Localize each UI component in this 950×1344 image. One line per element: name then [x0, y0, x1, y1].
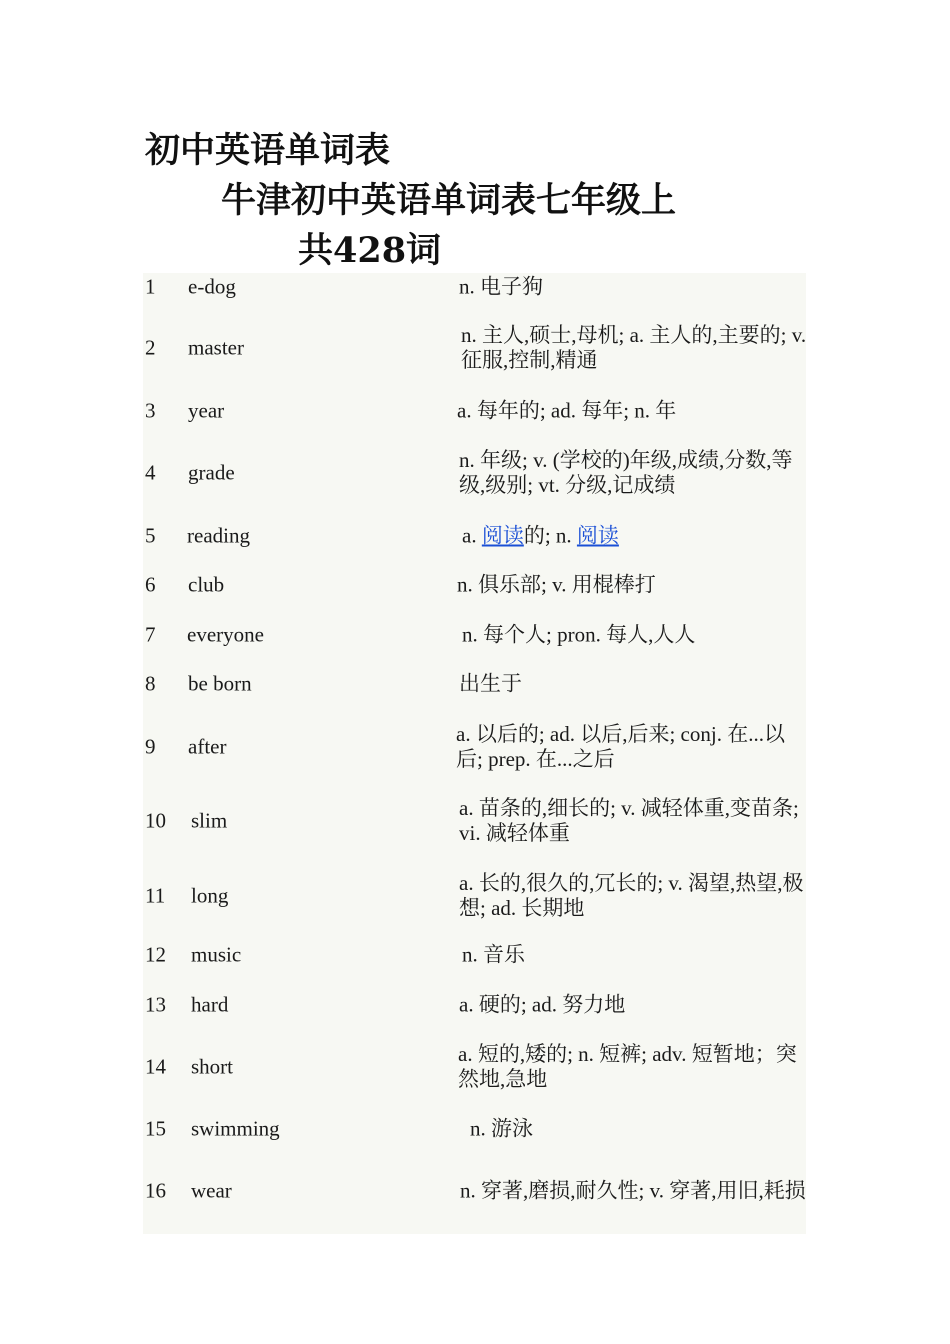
- row-word: grade: [188, 460, 235, 485]
- row-word: reading: [187, 523, 250, 547]
- row-definition: n. 俱乐部; v. 用棍棒打: [457, 572, 656, 597]
- row-word: after: [188, 734, 227, 758]
- reading-link[interactable]: 阅读: [576, 523, 619, 547]
- table-row: [143, 774, 806, 867]
- row-word: be born: [188, 671, 252, 696]
- row-number: 9: [145, 734, 156, 758]
- row-word: long: [191, 883, 229, 907]
- table-row: [143, 1147, 806, 1234]
- row-definition: a. 短的,矮的; n. 短裤; adv. 短暂地；突然地,急地: [458, 1041, 797, 1091]
- table-row: [143, 425, 806, 521]
- row-definition: n. 电子狗: [459, 274, 543, 298]
- row-definition: n. 音乐: [462, 942, 525, 967]
- word-count: 共428词: [298, 230, 442, 271]
- row-number: 4: [145, 460, 156, 485]
- page-title: 初中英语单词表: [145, 130, 391, 171]
- row-definition: n. 穿著,磨损,耐久性; v. 穿著,用旧,耗损: [460, 1178, 806, 1202]
- row-number: 1: [145, 274, 156, 298]
- row-number: 8: [145, 671, 156, 696]
- row-number: 13: [145, 992, 166, 1016]
- table-row: [143, 924, 806, 986]
- table-row: [143, 396, 806, 425]
- table-row: [143, 986, 806, 1023]
- table-row: [143, 867, 806, 924]
- row-word: slim: [191, 808, 228, 832]
- row-word: e-dog: [188, 274, 236, 298]
- row-number: 12: [145, 942, 166, 967]
- row-number: 14: [145, 1054, 166, 1078]
- table-row: [143, 1110, 806, 1147]
- row-word: swimming: [191, 1116, 280, 1140]
- row-number: 11: [145, 883, 166, 907]
- row-word: wear: [191, 1178, 232, 1202]
- row-definition: a. 硬的; ad. 努力地: [459, 992, 626, 1016]
- row-number: 6: [145, 572, 156, 597]
- row-number: 10: [145, 808, 166, 832]
- row-definition: n. 年级; v. (学校的)年级,成绩,分数,等级,级别; vt. 分级,记成绩: [459, 448, 793, 497]
- row-definition: n. 每个人; pron. 每人,人人: [462, 622, 696, 646]
- row-word: master: [188, 335, 244, 360]
- row-word: club: [188, 572, 225, 597]
- row-definition: 出生于: [459, 671, 522, 696]
- reading-link[interactable]: 阅读: [481, 523, 524, 547]
- table-row: [143, 521, 806, 550]
- row-number: 7: [145, 622, 156, 646]
- row-definition: n. 游泳: [470, 1116, 533, 1140]
- row-word: music: [191, 942, 242, 967]
- table-row: [143, 1023, 806, 1110]
- row-definition: a. 苗条的,细长的; v. 减轻体重,变苗条; vi. 减轻体重: [459, 795, 799, 845]
- row-definition: a. 每年的; ad. 每年; n. 年: [457, 398, 677, 422]
- table-row: [143, 620, 806, 649]
- row-word: year: [188, 398, 225, 422]
- row-definition: a. 阅读的; n. 阅读: [462, 523, 619, 547]
- row-number: 16: [145, 1178, 166, 1202]
- row-definition: n. 主人,硕士,母机; a. 主人的,主要的; v. 征服,控制,精通: [461, 323, 807, 372]
- row-definition: a. 以后的; ad. 以后,后来; conj. 在...以后; prep. 在...之后: [456, 721, 785, 771]
- row-word: short: [191, 1054, 233, 1078]
- row-number: 5: [145, 523, 156, 547]
- row-number: 3: [145, 398, 156, 422]
- row-word: hard: [191, 992, 229, 1016]
- row-number: 15: [145, 1116, 166, 1140]
- table-row: [143, 719, 806, 774]
- page-subtitle: 牛津初中英语单词表七年级上: [221, 180, 677, 221]
- table-row: [143, 550, 806, 620]
- row-word: everyone: [187, 622, 264, 646]
- row-definition: a. 长的,很久的,冗长的; v. 渴望,热望,极想; ad. 长期地: [459, 870, 804, 920]
- table-row: [143, 300, 806, 396]
- table-row: [143, 273, 806, 300]
- row-number: 2: [145, 335, 156, 360]
- vocabulary-table: [143, 273, 806, 1234]
- table-row: [143, 649, 806, 719]
